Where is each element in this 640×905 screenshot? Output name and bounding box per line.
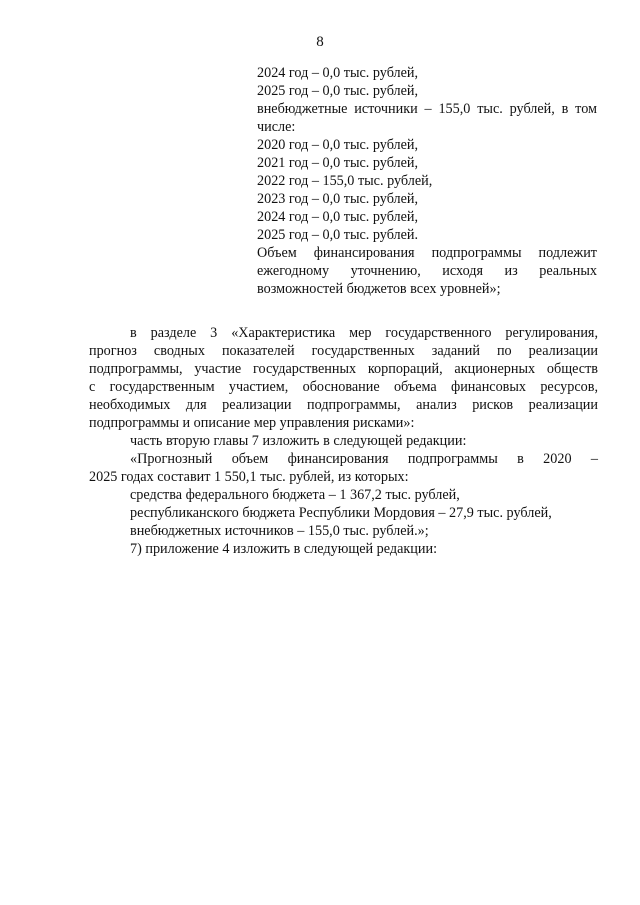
table-cell-line: 2020 год – 0,0 тыс. рублей, (257, 137, 419, 153)
body-line: часть вторую главы 7 изложить в следующей редакции: (130, 433, 467, 449)
body-line: 2025 годах составит 1 550,1 тыс. рублей, из которых: (89, 469, 409, 485)
table-cell-line: внебюджетные источники – 155,0 тыс. рублей, в том (257, 101, 597, 117)
body-line: подпрограммы и описание мер управления рисками»: (89, 415, 415, 431)
table-cell-line: 2021 год – 0,0 тыс. рублей, (257, 155, 419, 171)
body-line: «Прогнозный объем финансирования подпрограммы в 2020 – (130, 451, 598, 467)
body-line: 7) приложение 4 изложить в следующей редакции: (130, 541, 438, 557)
body-line: прогноз сводных показателей государственных заданий по реализации (89, 343, 598, 359)
table-cell-line: 2024 год – 0,0 тыс. рублей, (257, 209, 419, 225)
body-line: внебюджетных источников – 155,0 тыс. рублей.»; (130, 523, 429, 539)
table-cell-line: числе: (257, 119, 296, 135)
body-line: необходимых для реализации подпрограммы, анализ рисков реализации (89, 397, 598, 413)
page-number: 8 (316, 34, 324, 50)
body-line: в разделе 3 «Характеристика мер государственного регулирования, (130, 325, 598, 341)
table-cell-line: 2024 год – 0,0 тыс. рублей, (257, 65, 419, 81)
table-cell-line: ежегодному уточнению, исходя из реальных (257, 263, 597, 279)
table-cell-line: Объем финансирования подпрограммы подлежит (257, 245, 597, 261)
table-cell-line: 2022 год – 155,0 тыс. рублей, (257, 173, 433, 189)
body-line: средства федерального бюджета – 1 367,2 тыс. рублей, (130, 487, 460, 503)
body-line: подпрограммы, участие государственных корпораций, акционерных обществ (89, 361, 598, 377)
table-cell-line: 2025 год – 0,0 тыс. рублей. (257, 227, 419, 243)
table-cell-line: возможностей бюджетов всех уровней»; (257, 281, 501, 297)
body-line: с государственным участием, обоснование объема финансовых ресурсов, (89, 379, 598, 395)
table-cell-line: 2025 год – 0,0 тыс. рублей, (257, 83, 419, 99)
table-cell-line: 2023 год – 0,0 тыс. рублей, (257, 191, 419, 207)
body-line: республиканского бюджета Республики Мордовия – 27,9 тыс. рублей, (130, 505, 552, 521)
